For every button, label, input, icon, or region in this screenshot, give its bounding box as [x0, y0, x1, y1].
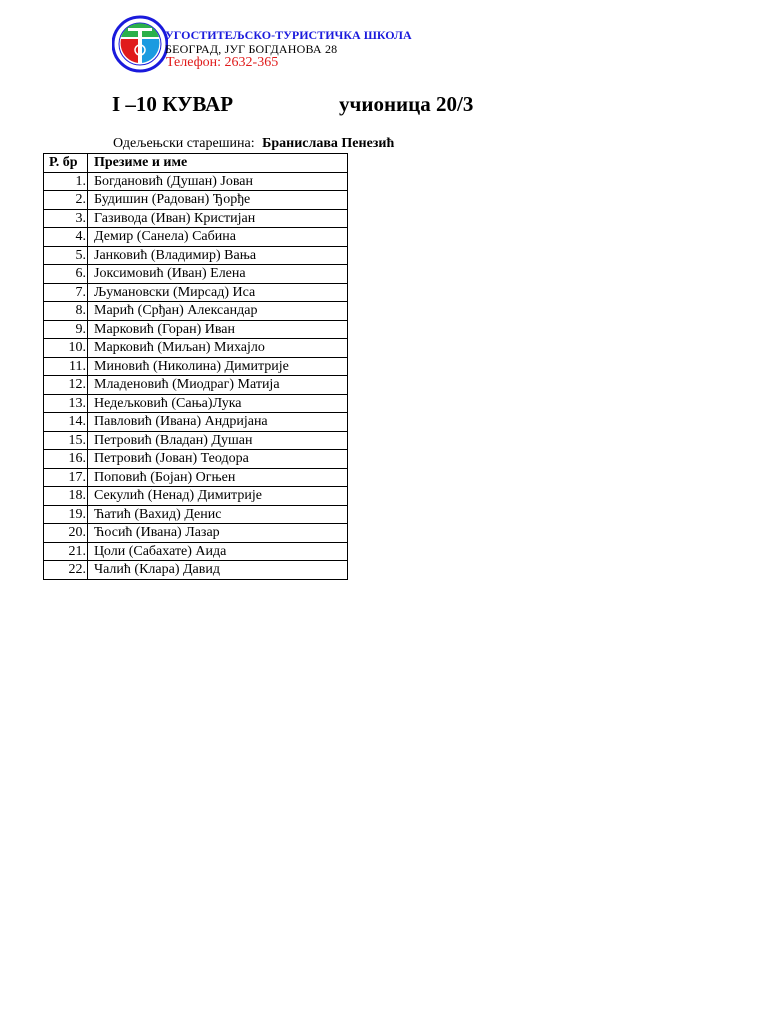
table-row — [44, 302, 348, 321]
student-name: Љумановски (Мирсад) Иса — [88, 283, 348, 302]
table-row — [44, 468, 348, 487]
student-name: Недељковић (Сања)Лука — [88, 394, 348, 413]
table-row — [44, 172, 348, 191]
row-number: 4. — [44, 228, 88, 247]
student-name: Петровић (Владан) Душан — [88, 431, 348, 450]
student-name: Чалић (Клара) Давид — [88, 561, 348, 580]
table-row — [44, 450, 348, 469]
student-name: Ћосић (Ивана) Лазар — [88, 524, 348, 543]
teacher-label: Одељењски старешина: — [113, 136, 255, 151]
student-name: Марковић (Горан) Иван — [88, 320, 348, 339]
row-number: 15. — [44, 431, 88, 450]
table-row — [44, 265, 348, 284]
row-number: 16. — [44, 450, 88, 469]
table-row — [44, 228, 348, 247]
school-name: УГОСТИТЕЉСКО-ТУРИСТИЧКА ШКОЛА — [165, 28, 412, 42]
table-row — [44, 413, 348, 432]
student-roster-table — [43, 153, 348, 580]
row-number: 10. — [44, 339, 88, 358]
student-name: Марковић (Миљан) Михајло — [88, 339, 348, 358]
table-row — [44, 505, 348, 524]
table-row — [44, 339, 348, 358]
table-row — [44, 394, 348, 413]
student-name: Поповић (Бојан) Огњен — [88, 468, 348, 487]
student-name: Јанковић (Владимир) Вања — [88, 246, 348, 265]
row-number: 19. — [44, 505, 88, 524]
student-name: Миновић (Николина) Димитрије — [88, 357, 348, 376]
row-number: 20. — [44, 524, 88, 543]
row-number: 6. — [44, 265, 88, 284]
school-phone: Телефон: 2632-365 — [166, 55, 279, 70]
student-name: Газивода (Иван) Кристијан — [88, 209, 348, 228]
column-header-number: Р. бр — [44, 154, 88, 173]
student-name: Секулић (Ненад) Димитрије — [88, 487, 348, 506]
class-title: I –10 КУВАР — [112, 92, 234, 116]
student-name: Ћатић (Вахид) Денис — [88, 505, 348, 524]
row-number: 22. — [44, 561, 88, 580]
row-number: 2. — [44, 191, 88, 210]
row-number: 14. — [44, 413, 88, 432]
row-number: 21. — [44, 542, 88, 561]
row-number: 12. — [44, 376, 88, 395]
table-row — [44, 431, 348, 450]
homeroom-teacher-line — [113, 136, 394, 152]
student-name: Петровић (Јован) Теодора — [88, 450, 348, 469]
table-row — [44, 283, 348, 302]
row-number: 8. — [44, 302, 88, 321]
classroom-label: учионица 20/3 — [339, 92, 474, 116]
row-number: 13. — [44, 394, 88, 413]
student-name: Младеновић (Миодраг) Матија — [88, 376, 348, 395]
student-name: Марић (Срђан) Александар — [88, 302, 348, 321]
student-name: Павловић (Ивана) Андријана — [88, 413, 348, 432]
table-row — [44, 542, 348, 561]
student-name: Демир (Санела) Сабина — [88, 228, 348, 247]
table-row — [44, 524, 348, 543]
student-name: Цоли (Сабахате) Аида — [88, 542, 348, 561]
table-row — [44, 376, 348, 395]
teacher-name: Бранислава Пенезић — [262, 136, 395, 151]
table-row — [44, 320, 348, 339]
student-name: Богдановић (Душан) Јован — [88, 172, 348, 191]
row-number: 9. — [44, 320, 88, 339]
roster-body — [44, 172, 348, 579]
table-row — [44, 246, 348, 265]
table-row — [44, 191, 348, 210]
table-row — [44, 487, 348, 506]
school-address: БЕОГРАД, ЈУГ БОГДАНОВА 28 — [165, 42, 338, 56]
column-header-name: Презиме и име — [88, 154, 348, 173]
student-name: Будишин (Радован) Ђорђе — [88, 191, 348, 210]
student-name: Јоксимовић (Иван) Елена — [88, 265, 348, 284]
table-row — [44, 209, 348, 228]
row-number: 5. — [44, 246, 88, 265]
row-number: 3. — [44, 209, 88, 228]
row-number: 17. — [44, 468, 88, 487]
table-row — [44, 561, 348, 580]
table-row — [44, 357, 348, 376]
row-number: 1. — [44, 172, 88, 191]
row-number: 7. — [44, 283, 88, 302]
school-logo-icon — [112, 15, 168, 73]
row-number: 18. — [44, 487, 88, 506]
table-header-row — [44, 154, 348, 173]
row-number: 11. — [44, 357, 88, 376]
